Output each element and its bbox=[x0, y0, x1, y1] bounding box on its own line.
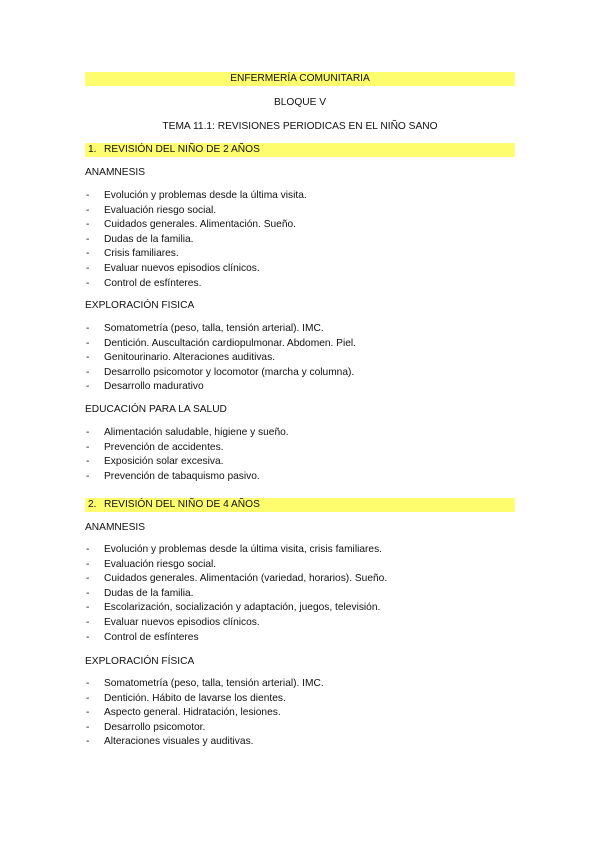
bullet-dash: - bbox=[86, 602, 90, 614]
list-item bbox=[85, 721, 324, 736]
list-item bbox=[85, 322, 356, 337]
s2-exploracion-list bbox=[85, 677, 324, 750]
list-item bbox=[85, 426, 289, 441]
list-item bbox=[85, 455, 289, 470]
list-item-text: Alimentación saludable, higiene y sueño. bbox=[104, 427, 289, 438]
bullet-dash: - bbox=[86, 544, 90, 555]
list-item bbox=[85, 706, 324, 721]
bullet-dash: - bbox=[86, 219, 90, 231]
bullet-dash: - bbox=[86, 678, 90, 689]
bullet-dash: - bbox=[86, 707, 90, 719]
list-item-text: Cuidados generales. Alimentación. Sueño. bbox=[104, 219, 296, 231]
list-item bbox=[85, 631, 387, 646]
list-item bbox=[85, 233, 307, 248]
list-item bbox=[85, 601, 387, 616]
list-item bbox=[85, 247, 307, 262]
list-item-text: Evaluar nuevos episodios clínicos. bbox=[104, 616, 260, 628]
bullet-dash: - bbox=[86, 558, 90, 570]
list-item bbox=[85, 441, 289, 456]
s1-educacion-list bbox=[85, 426, 289, 484]
list-item-text: Evolución y problemas desde la última visita. bbox=[104, 190, 307, 201]
list-item-text: Dentición. Auscultación cardiopulmonar. Abdomen. Piel. bbox=[104, 337, 357, 349]
s2-anamnesis-list bbox=[85, 543, 387, 645]
list-item bbox=[85, 218, 307, 233]
list-item-text: Cuidados generales. Alimentación (variedad, horarios). Sueño. bbox=[104, 573, 388, 585]
section-1-number: 1. bbox=[88, 144, 97, 155]
list-item-text: Control de esfínteres. bbox=[104, 277, 202, 289]
section-1-title: REVISIÓN DEL NIÑO DE 2 AÑOS bbox=[104, 144, 260, 155]
s2-anamnesis-heading: ANAMNESIS bbox=[85, 522, 146, 533]
list-item bbox=[85, 470, 289, 485]
list-item-text: Prevención de accidentes. bbox=[104, 441, 224, 453]
list-item-text: Dudas de la familia. bbox=[104, 587, 194, 599]
bullet-dash: - bbox=[86, 631, 90, 643]
s1-anamnesis-list bbox=[85, 189, 307, 291]
section-2-number: 2. bbox=[88, 499, 97, 510]
s1-exploracion-heading: EXPLORACIÓN FISICA bbox=[85, 300, 195, 311]
list-item bbox=[85, 558, 387, 573]
bullet-dash: - bbox=[86, 262, 90, 274]
list-item bbox=[85, 572, 387, 587]
bullet-dash: - bbox=[86, 692, 90, 704]
list-item bbox=[85, 543, 387, 558]
list-item-text: Dudas de la familia. bbox=[104, 233, 194, 245]
bullet-dash: - bbox=[86, 427, 90, 438]
s2-exploracion-heading: EXPLORACIÓN FÍSICA bbox=[85, 656, 195, 667]
list-item bbox=[85, 337, 356, 352]
bullet-dash: - bbox=[86, 277, 90, 289]
list-item-text: Alteraciones visuales y auditivas. bbox=[104, 736, 254, 748]
section-2-heading bbox=[88, 498, 260, 512]
list-item bbox=[85, 262, 307, 277]
bullet-dash: - bbox=[86, 352, 90, 364]
list-item-text: Aspecto general. Hidratación, lesiones. bbox=[104, 707, 281, 719]
bullet-dash: - bbox=[86, 456, 90, 468]
list-item bbox=[85, 277, 307, 292]
list-item-text: Evaluar nuevos episodios clínicos. bbox=[104, 262, 260, 274]
subject-title: ENFERMERÍA COMUNITARIA bbox=[230, 73, 370, 84]
bullet-dash: - bbox=[86, 736, 90, 748]
topic-title: TEMA 11.1: REVISIONES PERIODICAS EN EL NIÑO SANO bbox=[162, 121, 438, 132]
bullet-dash: - bbox=[86, 616, 90, 628]
bullet-dash: - bbox=[86, 233, 90, 245]
list-item-text: Somatometría (peso, talla, tensión arterial). IMC. bbox=[104, 678, 324, 689]
list-item-text: Control de esfínteres bbox=[104, 631, 199, 643]
s1-exploracion-list bbox=[85, 322, 356, 395]
section-1-heading bbox=[88, 143, 260, 157]
list-item bbox=[85, 189, 307, 204]
list-item bbox=[85, 366, 356, 381]
bullet-dash: - bbox=[86, 381, 90, 393]
list-item-text: Somatometría (peso, talla, tensión arterial). IMC. bbox=[104, 323, 324, 334]
list-item-text: Crisis familiares. bbox=[104, 248, 179, 260]
list-item-text: Prevención de tabaquismo pasivo. bbox=[104, 470, 260, 482]
s1-anamnesis-heading: ANAMNESIS bbox=[85, 167, 146, 178]
section-2-title: REVISIÓN DEL NIÑO DE 4 AÑOS bbox=[104, 499, 260, 510]
list-item-text: Dentición. Hábito de lavarse los dientes. bbox=[104, 692, 286, 704]
list-item-text: Desarrollo psicomotor y locomotor (marcha y columna). bbox=[104, 366, 355, 378]
bullet-dash: - bbox=[86, 441, 90, 453]
list-item bbox=[85, 677, 324, 692]
list-item bbox=[85, 351, 356, 366]
s1-educacion-heading: EDUCACIÓN PARA LA SALUD bbox=[85, 404, 227, 415]
list-item bbox=[85, 692, 324, 707]
bullet-dash: - bbox=[86, 573, 90, 585]
list-item bbox=[85, 587, 387, 602]
list-item-text: Desarrollo psicomotor. bbox=[104, 721, 206, 733]
list-item-text: Genitourinario. Alteraciones auditivas. bbox=[104, 352, 276, 364]
list-item-text: Evolución y problemas desde la última visita, crisis familiares. bbox=[104, 544, 382, 555]
list-item-text: Escolarización, socialización y adaptación, juegos, televisión. bbox=[104, 602, 381, 614]
list-item-text: Evaluación riesgo social. bbox=[104, 204, 217, 216]
list-item-text: Exposición solar excesiva. bbox=[104, 456, 224, 468]
bullet-dash: - bbox=[86, 190, 90, 201]
bullet-dash: - bbox=[86, 323, 90, 334]
list-item-text: Desarrollo madurativo bbox=[104, 381, 204, 393]
bullet-dash: - bbox=[86, 248, 90, 260]
list-item-text: Evaluación riesgo social. bbox=[104, 558, 217, 570]
list-item bbox=[85, 735, 324, 750]
list-item bbox=[85, 616, 387, 631]
list-item bbox=[85, 380, 356, 395]
bullet-dash: - bbox=[86, 587, 90, 599]
list-item bbox=[85, 204, 307, 219]
bullet-dash: - bbox=[86, 366, 90, 378]
block-title: BLOQUE V bbox=[273, 97, 327, 108]
bullet-dash: - bbox=[86, 204, 90, 216]
bullet-dash: - bbox=[86, 721, 90, 733]
bullet-dash: - bbox=[86, 337, 90, 349]
bullet-dash: - bbox=[86, 470, 90, 482]
